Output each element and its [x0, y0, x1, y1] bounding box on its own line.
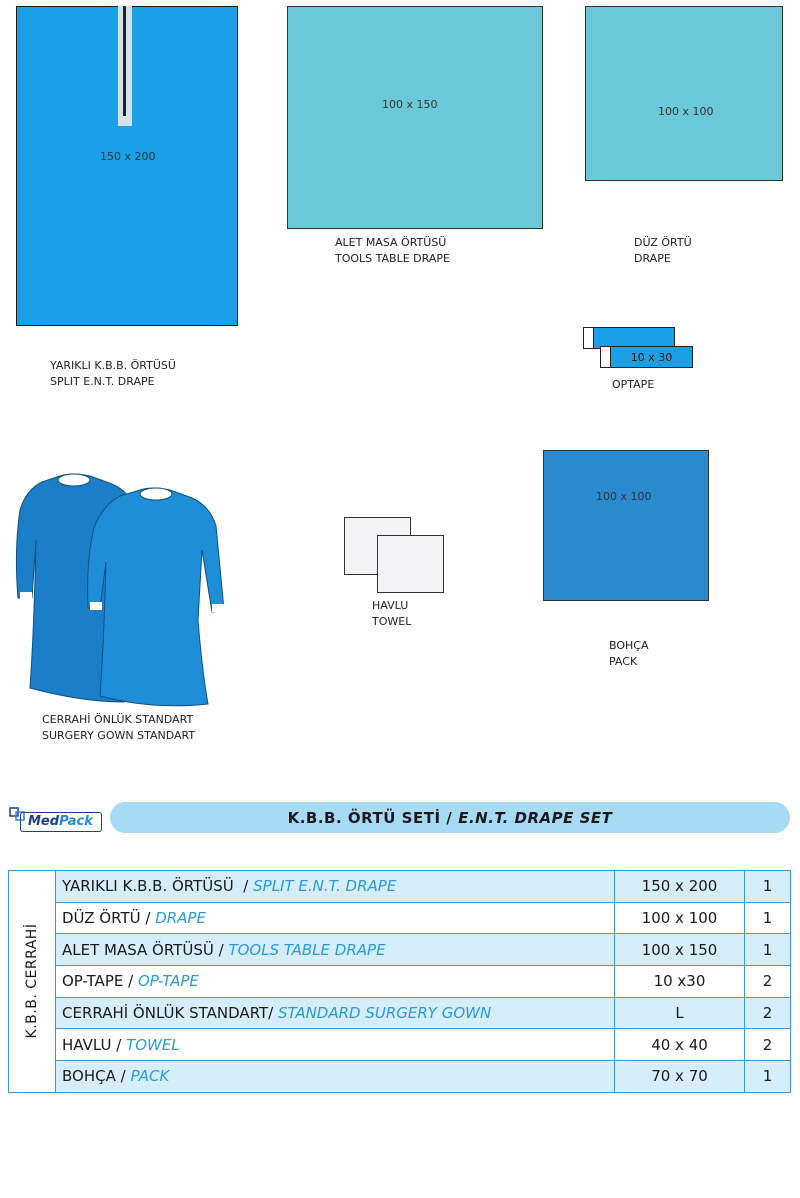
category-label: K.B.B. CERRAHİ [24, 923, 40, 1039]
optape-size: 10 x 30 [611, 347, 692, 367]
table-row [9, 934, 791, 966]
plain-drape-size: 100 x 100 [658, 105, 714, 118]
optape-strip-front [600, 346, 693, 368]
item-name-cell [56, 902, 615, 934]
pack-size: 100 x 100 [596, 490, 652, 503]
item-qty-cell: 1 [745, 1061, 791, 1093]
tools-drape-caption [335, 235, 450, 267]
item-name-tr: BOHÇA / [62, 1067, 131, 1086]
table-row [9, 966, 791, 998]
table-row [9, 1029, 791, 1061]
towel-image-front [377, 535, 444, 593]
medpack-logo [8, 806, 104, 832]
item-qty-cell: 1 [745, 934, 791, 966]
item-size-cell: 70 x 70 [615, 1061, 745, 1093]
towel-label-tr: HAVLU [372, 599, 409, 612]
tools-drape-label-tr: ALET MASA ÖRTÜSÜ [335, 236, 447, 249]
table-row [9, 997, 791, 1029]
table-row [9, 902, 791, 934]
item-name-tr: ALET MASA ÖRTÜSÜ / [62, 940, 229, 959]
optape-label: OPTAPE [612, 378, 655, 391]
item-name-tr: CERRAHİ ÖNLÜK STANDART/ [62, 1004, 279, 1023]
item-name-en: SPLIT E.N.T. DRAPE [253, 877, 397, 896]
item-name-en: STANDARD SURGERY GOWN [278, 1004, 492, 1023]
split-drape-label-tr: YARIKLI K.B.B. ÖRTÜSÜ [50, 359, 176, 372]
plain-drape-caption [634, 235, 692, 267]
gown-label-en: SURGERY GOWN STANDART [42, 729, 196, 742]
table-row [9, 1061, 791, 1093]
item-size-cell: 100 x 150 [615, 934, 745, 966]
item-size-cell: L [615, 997, 745, 1029]
tools-drape-label-en: TOOLS TABLE DRAPE [335, 252, 450, 265]
drape-slit-line [123, 6, 126, 116]
set-title-tr: K.B.B. ÖRTÜ SETİ / [287, 808, 453, 827]
pack-image [543, 450, 709, 601]
surgery-gown-image [12, 470, 232, 710]
item-qty-cell: 1 [745, 871, 791, 903]
towel-caption [372, 598, 411, 630]
category-cell [9, 871, 56, 1093]
logo-text [28, 812, 93, 832]
plain-drape-label-en: DRAPE [634, 252, 671, 265]
set-title-bar [110, 802, 790, 833]
item-qty-cell: 2 [745, 997, 791, 1029]
item-qty-cell: 2 [745, 966, 791, 998]
item-name-cell [56, 934, 615, 966]
item-name-cell [56, 871, 615, 903]
item-name-tr: OP-TAPE / [62, 972, 138, 991]
item-name-tr: DÜZ ÖRTÜ / [62, 909, 156, 928]
logo-text-med: Med [28, 814, 60, 829]
gown-label-tr: CERRAHİ ÖNLÜK STANDART [42, 713, 194, 726]
pack-label-tr: BOHÇA [609, 639, 649, 652]
item-name-cell [56, 997, 615, 1029]
item-size-cell: 150 x 200 [615, 871, 745, 903]
tools-drape-size: 100 x 150 [382, 98, 438, 111]
item-size-cell: 100 x 100 [615, 902, 745, 934]
item-name-tr: YARIKLI K.B.B. ÖRTÜSÜ / [62, 877, 254, 896]
item-name-cell [56, 1029, 615, 1061]
set-contents-table [8, 870, 791, 1093]
plain-drape-image [585, 6, 783, 181]
item-name-cell [56, 1061, 615, 1093]
set-title-en: E.N.T. DRAPE SET [458, 808, 613, 827]
item-name-en: TOWEL [126, 1035, 180, 1054]
tools-table-drape-image [287, 6, 543, 229]
split-drape-label-en: SPLIT E.N.T. DRAPE [50, 375, 155, 388]
gown-caption [42, 712, 195, 744]
split-drape-size: 150 x 200 [100, 150, 156, 163]
gown-front [88, 488, 226, 706]
plain-drape-label-tr: DÜZ ÖRTÜ [634, 236, 692, 249]
item-size-cell: 10 x30 [615, 966, 745, 998]
item-name-cell [56, 966, 615, 998]
pack-label-en: PACK [609, 655, 638, 668]
item-qty-cell: 1 [745, 902, 791, 934]
item-qty-cell: 2 [745, 1029, 791, 1061]
item-name-tr: HAVLU / [62, 1035, 127, 1054]
item-name-en: PACK [130, 1067, 170, 1086]
item-name-en: OP-TAPE [137, 972, 199, 991]
logo-text-pack: Pack [59, 814, 93, 829]
pack-caption [609, 638, 649, 670]
towel-label-en: TOWEL [372, 615, 412, 628]
split-drape-caption [50, 358, 176, 390]
item-size-cell: 40 x 40 [615, 1029, 745, 1061]
item-name-en: DRAPE [155, 909, 206, 928]
table-row [9, 871, 791, 903]
item-name-en: TOOLS TABLE DRAPE [228, 940, 386, 959]
